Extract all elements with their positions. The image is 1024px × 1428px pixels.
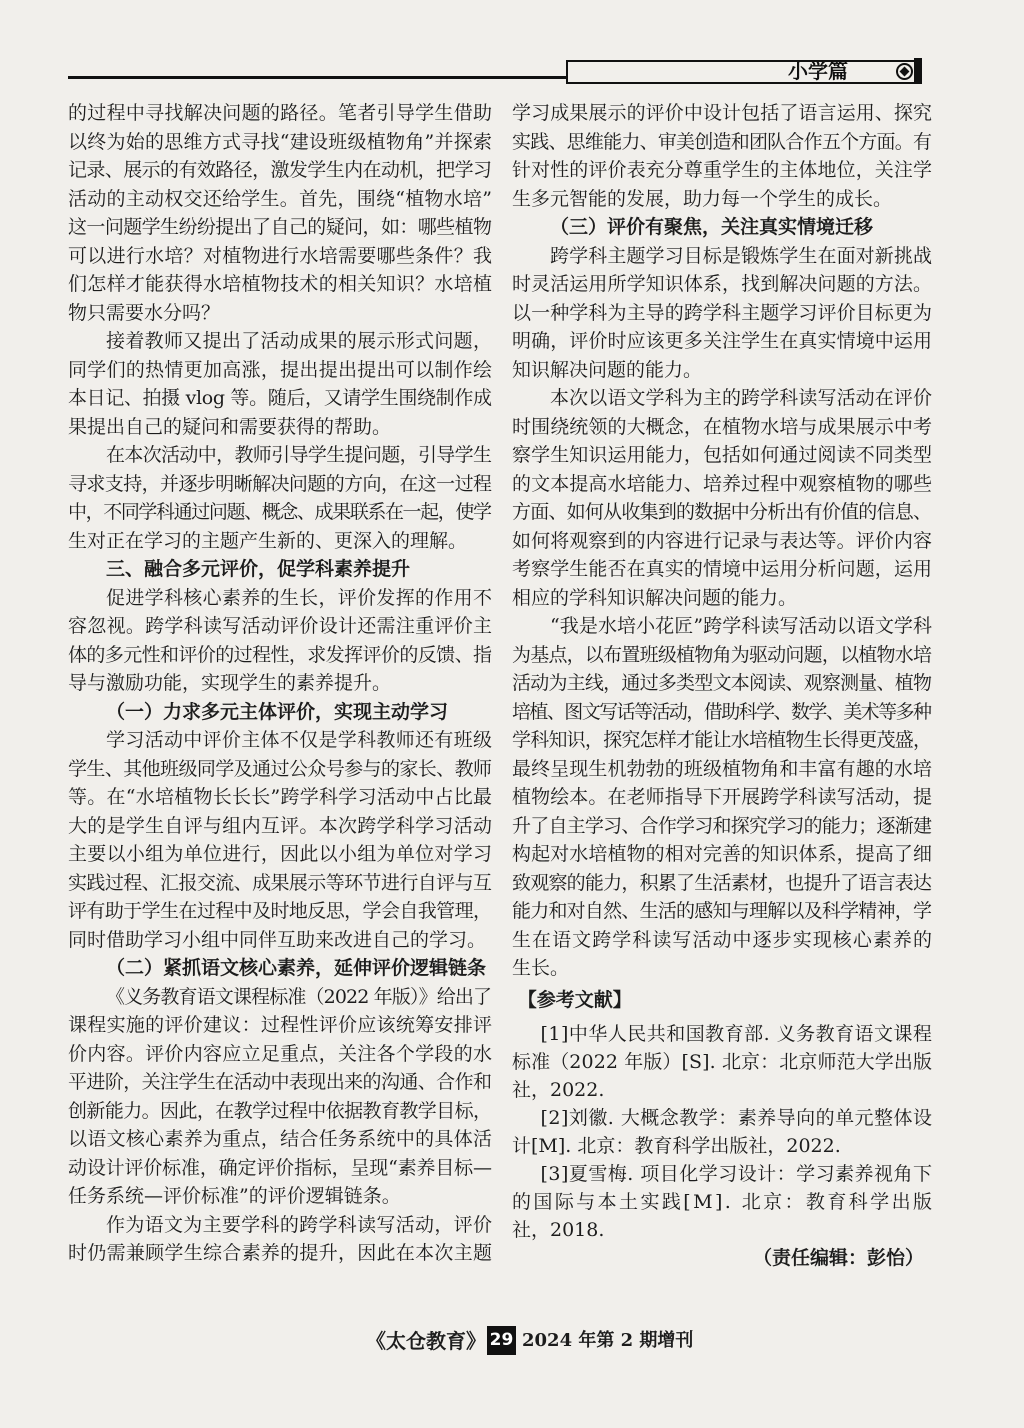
- paragraph-line: 致观察的能力，积累了生活素材，也提升了语言表达: [512, 871, 932, 894]
- paragraph-line: 时灵活运用所学知识体系，找到解决问题的方法。: [512, 273, 933, 295]
- paragraph-line: 这一问题学生纷纷提出了自己的疑问，如：哪些植物: [68, 216, 492, 238]
- paragraph-line: 时围绕统领的大概念，在植物水培与成果展示中考: [512, 415, 933, 438]
- paragraph-line: 活动的主动权交还给学生。首先，围绕“植物水培”: [68, 187, 493, 210]
- reference-line: 标准（2022 年版）[S]. 北京：北京师范大学出版: [512, 1051, 933, 1073]
- paragraph-line: 学生、其他班级同学及通过公众号参与的家长、教师: [68, 757, 492, 780]
- paragraph-line: 培植、图文写话等活动，借助科学、数学、美术等多种: [512, 700, 931, 723]
- reference-line: [3]夏雪梅. 项目化学习设计：学习素养视角下: [540, 1163, 933, 1185]
- paragraph-line: 物只需要水分吗？: [68, 301, 221, 324]
- paragraph-line: 以语文核心素养为重点，结合任务系统中的具体活: [68, 1128, 493, 1150]
- paragraph-line: 同时借助学习小组中同伴互助来改进自己的学习。: [68, 928, 487, 951]
- paragraph: [68, 983, 492, 1211]
- paragraph: [512, 612, 932, 983]
- paragraph-line: 记录、展示的有效路径，激发学生内在动机，把学习: [68, 159, 492, 181]
- paragraph-line: 如何将观察到的内容进行记录与表达等。评价内容: [512, 529, 933, 552]
- paragraph-line: 跨学科主题学习目标是锻炼学生在面对新挑战: [550, 244, 933, 267]
- paragraph: [512, 384, 932, 612]
- paragraph: [68, 726, 492, 954]
- paragraph-line: “我是水培小花匠”跨学科读写活动以语文学科: [550, 615, 933, 637]
- paragraph-line: 最终呈现生机勃勃的班级植物角和丰富有趣的水培: [512, 757, 933, 780]
- paragraph-line: 课程实施的评价建议：过程性评价应该统筹安排评: [68, 1014, 493, 1036]
- reference-line: [2]刘徽. 大概念教学：素养导向的单元整体设: [540, 1107, 933, 1129]
- paragraph: [512, 242, 932, 385]
- paragraph-line: 生长。: [512, 957, 570, 979]
- paragraph-line: 方面、如何从收集到的数据中分析出有价值的信息、: [512, 501, 932, 523]
- paragraph-line: 导与激励功能，实现学生的素养提升。: [68, 672, 392, 694]
- header-bar: [914, 58, 922, 84]
- right-column: [512, 99, 935, 1272]
- paragraph-line: 的过程中寻找解决问题的路径。笔者引导学生借助: [68, 102, 493, 124]
- left-column: [68, 99, 492, 1268]
- paragraph-line: 的文本提高水培能力、培养过程中观察植物的哪些: [512, 472, 933, 495]
- paragraph-line: 动设计评价标准，确定评价指标，呈现“素养目标—: [68, 1156, 492, 1179]
- paragraph-line: 实践、思维能力、审美创造和团队合作五个方面。有: [512, 130, 932, 153]
- reference-line: [1]中华人民共和国教育部. 义务教育语文课程: [540, 1023, 933, 1045]
- paragraph-line: 学习活动中评价主体不仅是学科教师还有班级: [106, 729, 493, 751]
- header-section-box: [566, 60, 916, 84]
- paragraph: [68, 441, 492, 555]
- paragraph-line: 本次以语文学科为主的跨学科读写活动在评价: [550, 387, 933, 409]
- paragraph-line: 等。在“水培植物长长长”跨学科学习活动中占比最: [68, 786, 493, 808]
- issue-label: 2024 年第 2 期增刊: [522, 1330, 694, 1351]
- paragraph-line: 生对正在学习的主题产生新的、更深入的理解。: [68, 529, 468, 552]
- paragraph-line: 寻求支持，并逐步明晰解决问题的方向，在这一过程: [68, 472, 492, 495]
- reference-line: 计[M]. 北京：教育科学出版社，2022.: [512, 1135, 841, 1157]
- paragraph: [512, 99, 932, 213]
- reference-line: 社，2022.: [512, 1079, 605, 1101]
- paragraph-line: 中，不同学科通过问题、概念、成果联系在一起，使学: [68, 501, 491, 523]
- paragraph: [68, 99, 492, 327]
- paragraph-line: 可以进行水培？对植物进行水培需要哪些条件？我: [68, 244, 493, 267]
- section-label: 小学篇: [788, 59, 848, 83]
- paragraph-line: 接着教师又提出了活动成果的展示形式问题，: [106, 330, 493, 352]
- paragraph-line: 活动为主线，通过多类型文本阅读、观察测量、植物: [512, 672, 932, 694]
- subsection-heading: （一）力求多元主体评价，实现主动学习: [106, 700, 449, 723]
- paragraph-line: 同学们的热情更加高涨，提出提出提出可以制作绘: [68, 358, 493, 381]
- paragraph-line: 为基点，以布置班级植物角为驱动问题，以植物水培: [512, 643, 932, 666]
- paragraph: [68, 1211, 492, 1268]
- paragraph: [68, 327, 492, 441]
- paragraph-line: 平进阶，关注学生在活动中表现出来的沟通、合作和: [68, 1071, 492, 1093]
- header-rule: [68, 76, 566, 79]
- paragraph-line: 果提出自己的疑问和需要获得的帮助。: [68, 415, 392, 438]
- paragraph-line: 作为语文为主要学科的跨学科读写活动，评价: [106, 1213, 493, 1236]
- paragraph-line: 体的多元性和评价的过程性，求发挥评价的反馈、指: [68, 643, 492, 666]
- paragraph-line: 《义务教育语文课程标准（2022 年版）》给出了: [106, 985, 492, 1008]
- reference-line: 的国际与本土实践[M]. 北京：教育科学出版: [512, 1191, 935, 1213]
- references-title: 【参考文献】: [517, 989, 632, 1011]
- paragraph-line: 以终为始的思维方式寻找“建设班级植物角”并探索: [68, 130, 493, 153]
- paragraph-line: 任务系统—评价标准”的评价逻辑链条。: [68, 1185, 401, 1207]
- paragraph-line: 能力和对自然、生活的感知与理解以及科学精神，学: [512, 900, 932, 922]
- paragraph-line: 大的是学生自评与组内互评。本次跨学科学习活动: [68, 814, 493, 837]
- paragraph-line: 促进学科核心素养的生长，评价发挥的作用不: [106, 586, 493, 609]
- reference-list: [512, 1020, 935, 1244]
- paragraph-line: 价内容。评价内容应立足重点，关注各个学段的水: [68, 1042, 493, 1065]
- page-number: 29: [487, 1326, 516, 1355]
- paragraph: [68, 584, 492, 698]
- paragraph-line: 主要以小组为单位进行，因此以小组为单位对学习: [68, 843, 493, 865]
- paragraph-line: 容忽视。跨学科读写活动评价设计还需注重评价主: [68, 615, 493, 637]
- paragraph-line: 生多元智能的发展，助力每一个学生的成长。: [512, 187, 893, 210]
- paragraph-line: 考察学生能否在真实的情境中运用分析问题，运用: [512, 558, 933, 580]
- paragraph-line: 构起对水培植物的相对完善的知识体系，提高了细: [512, 843, 933, 865]
- diamond-circle-icon: [896, 63, 913, 80]
- reference-item: [512, 1104, 932, 1160]
- paragraph-line: 们怎样才能获得水培植物技术的相关知识？水培植: [68, 273, 493, 295]
- paragraph-line: 知识解决问题的能力。: [512, 358, 703, 381]
- paragraph-line: 生在语文跨学科读写活动中逐步实现核心素养的: [512, 928, 934, 951]
- paragraph-line: 在本次活动中，教师引导学生提问题，引导学生: [106, 444, 492, 466]
- paragraph-line: 学习成果展示的评价中设计包括了语言运用、探究: [512, 102, 933, 124]
- paragraph-line: 评有助于学生在过程中及时地反思，学会自我管理，: [68, 900, 492, 922]
- paragraph-line: 创新能力。因此，在教学过程中依据教育教学目标，: [68, 1099, 492, 1122]
- paragraph-line: 学科知识，探究怎样才能让水培植物生长得更茂盛，: [512, 729, 932, 751]
- subsection-heading: （二）紧抓语文核心素养，延伸评价逻辑链条: [106, 957, 487, 979]
- paragraph-line: 时仍需兼顾学生综合素养的提升，因此在本次主题: [68, 1242, 493, 1264]
- journal-name: 《太仓教育》: [366, 1329, 486, 1353]
- paragraph-line: 相应的学科知识解决问题的能力。: [512, 586, 798, 609]
- paragraph-line: 针对性的评价表充分尊重学生的主体地位，关注学: [512, 159, 933, 181]
- section-heading: 三、融合多元评价，促学科素养提升: [106, 558, 411, 580]
- paragraph-line: 升了自主学习、合作学习和探究学习的能力；逐渐建: [512, 814, 932, 837]
- reference-item: [512, 1020, 932, 1104]
- paragraph-line: 察学生知识运用能力，包括如何通过阅读不同类型: [512, 444, 933, 466]
- paragraph-line: 以一种学科为主导的跨学科主题学习评价目标更为: [512, 301, 933, 324]
- reference-line: 社，2018.: [512, 1219, 605, 1241]
- paragraph-line: 实践过程、汇报交流、成果展示等环节进行自评与互: [68, 871, 492, 894]
- paragraph-line: 明确，评价时应该更多关注学生在真实情境中运用: [512, 330, 933, 352]
- paragraph-line: 本日记、拍摄 vlog 等。随后，又请学生围绕制作成: [68, 387, 492, 409]
- reference-item: [512, 1160, 935, 1244]
- editor-note: （责任编辑：彭怡）: [752, 1247, 924, 1269]
- subsection-heading: （三）评价有聚焦，关注真实情境迁移: [550, 216, 874, 238]
- paragraph-line: 植物绘本。在老师指导下开展跨学科读写活动，提: [512, 786, 933, 808]
